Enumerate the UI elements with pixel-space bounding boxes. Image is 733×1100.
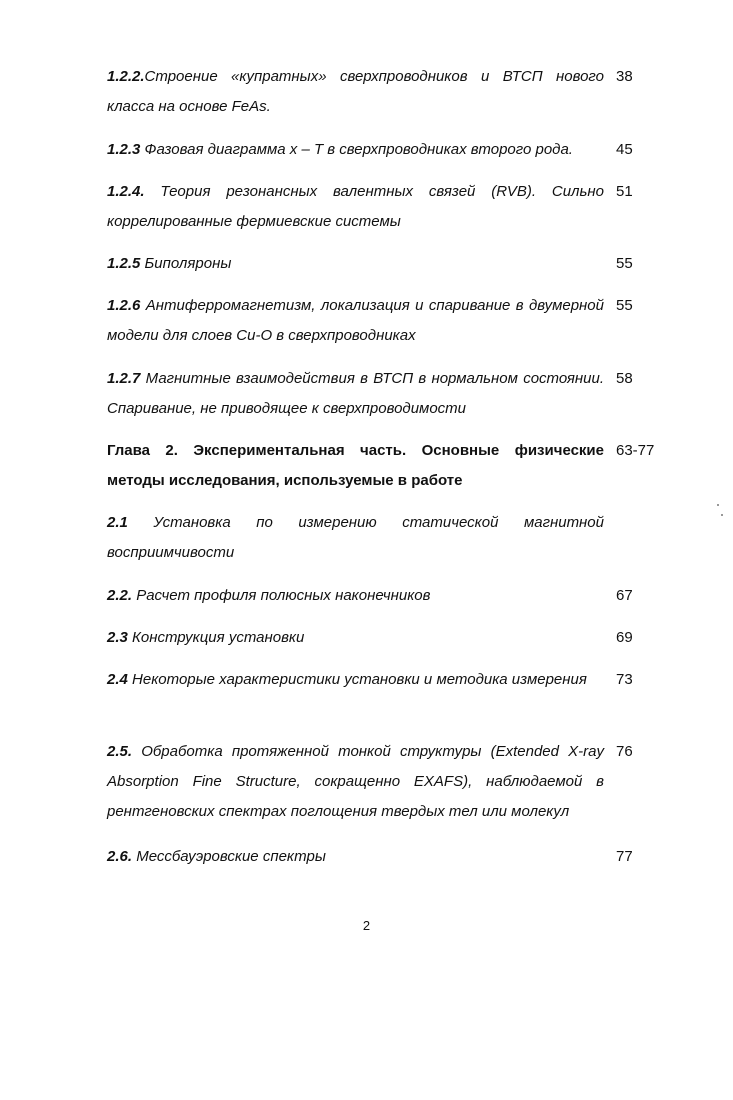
- toc-entry-title: Фазовая диаграмма x – T в сверхпроводниках второго рода.: [140, 141, 573, 158]
- toc-entry-page: 55: [616, 297, 633, 314]
- toc-entry-text: [107, 581, 604, 611]
- toc-entry-number: 1.2.3: [107, 141, 141, 158]
- toc-entry-number: 2.5.: [107, 743, 133, 760]
- scan-speck: [717, 504, 719, 506]
- toc-entry-page: 38: [616, 68, 633, 85]
- toc-entry-page: 77: [616, 848, 633, 865]
- toc-entry-title: Расчет профиля полюсных наконечников: [132, 587, 431, 604]
- toc-entry-page: 55: [616, 255, 633, 272]
- toc-entry-number: 2.2.: [107, 587, 133, 604]
- toc-entry-text: [107, 249, 604, 279]
- toc-entry-number: 1.2.7: [107, 370, 141, 387]
- toc-entry-page: 67: [616, 587, 633, 604]
- toc-entry-text: [107, 177, 604, 237]
- toc-entry-number: 1.2.4.: [107, 183, 145, 200]
- toc-entry-text: [107, 623, 604, 653]
- toc-entry-page: 73: [616, 671, 633, 688]
- toc-entry-text: [107, 62, 604, 122]
- toc-entry-text: [107, 291, 604, 351]
- toc-entry-title: Магнитные взаимодействия в ВТСП в нормальном состоянии. Спаривание, не приводящее к сверхпроводимости: [107, 370, 604, 417]
- toc-entry-text: [107, 508, 604, 568]
- page-number: 2: [362, 918, 371, 933]
- toc-entry-page: 45: [616, 141, 633, 158]
- scan-speck: [721, 514, 723, 516]
- toc-entry-page: 58: [616, 370, 633, 387]
- toc-entry-number: 1.2.5: [107, 255, 141, 272]
- toc-entry-title: Конструкция установки: [127, 629, 305, 646]
- toc-entry-title: Строение «купратных» сверхпроводников и ВТСП нового класса на основе FeAs.: [107, 68, 604, 115]
- toc-entry-title: Установка по измерению статической магнитной восприимчивости: [107, 514, 604, 561]
- toc-entry-title: Антиферромагнетизм, локализация и спаривание в двумерной модели для слоев Cu-O в сверхпроводниках: [107, 297, 604, 344]
- toc-entry-title: Некоторые характеристики установки и методика измерения: [127, 671, 587, 688]
- toc-entry-text: [107, 842, 604, 872]
- toc-entry-page: 63-77: [616, 442, 655, 459]
- toc-entry-number: 1.2.2.: [107, 68, 145, 85]
- toc-entry-text: [107, 665, 604, 695]
- toc-entry-number: 2.4: [107, 671, 128, 688]
- toc-entry-title: Теория резонансных валентных связей (RVB). Сильно коррелированные фермиевские системы: [107, 183, 604, 230]
- toc-entry-text: [107, 737, 604, 827]
- toc-entry-title: Мессбауэровские спектры: [132, 848, 326, 865]
- toc-entry-number: 2.3: [107, 629, 128, 646]
- toc-chapter-text: [107, 436, 604, 496]
- toc-entry-text: [107, 135, 604, 165]
- toc-entry-number: 2.6.: [107, 848, 133, 865]
- toc-chapter-title: Глава 2. Экспериментальная часть. Основные физические методы исследования, используемые в работе: [107, 442, 604, 489]
- toc-entry-title: Биполяроны: [140, 255, 232, 272]
- toc-entry-number: 2.1: [107, 514, 128, 531]
- toc-entry-page: 76: [616, 743, 633, 760]
- toc-entry-number: 1.2.6: [107, 297, 141, 314]
- toc-entry-text: [107, 364, 604, 424]
- toc-entry-title: Обработка протяженной тонкой структуры (Extended X-ray Absorption Fine Structure, сокращенно EXAFS), наблюдаемой в рентгеновских спектрах поглощения твердых тел или молекул: [107, 743, 604, 820]
- toc-entry-page: 51: [616, 183, 633, 200]
- toc-entry-page: 69: [616, 629, 633, 646]
